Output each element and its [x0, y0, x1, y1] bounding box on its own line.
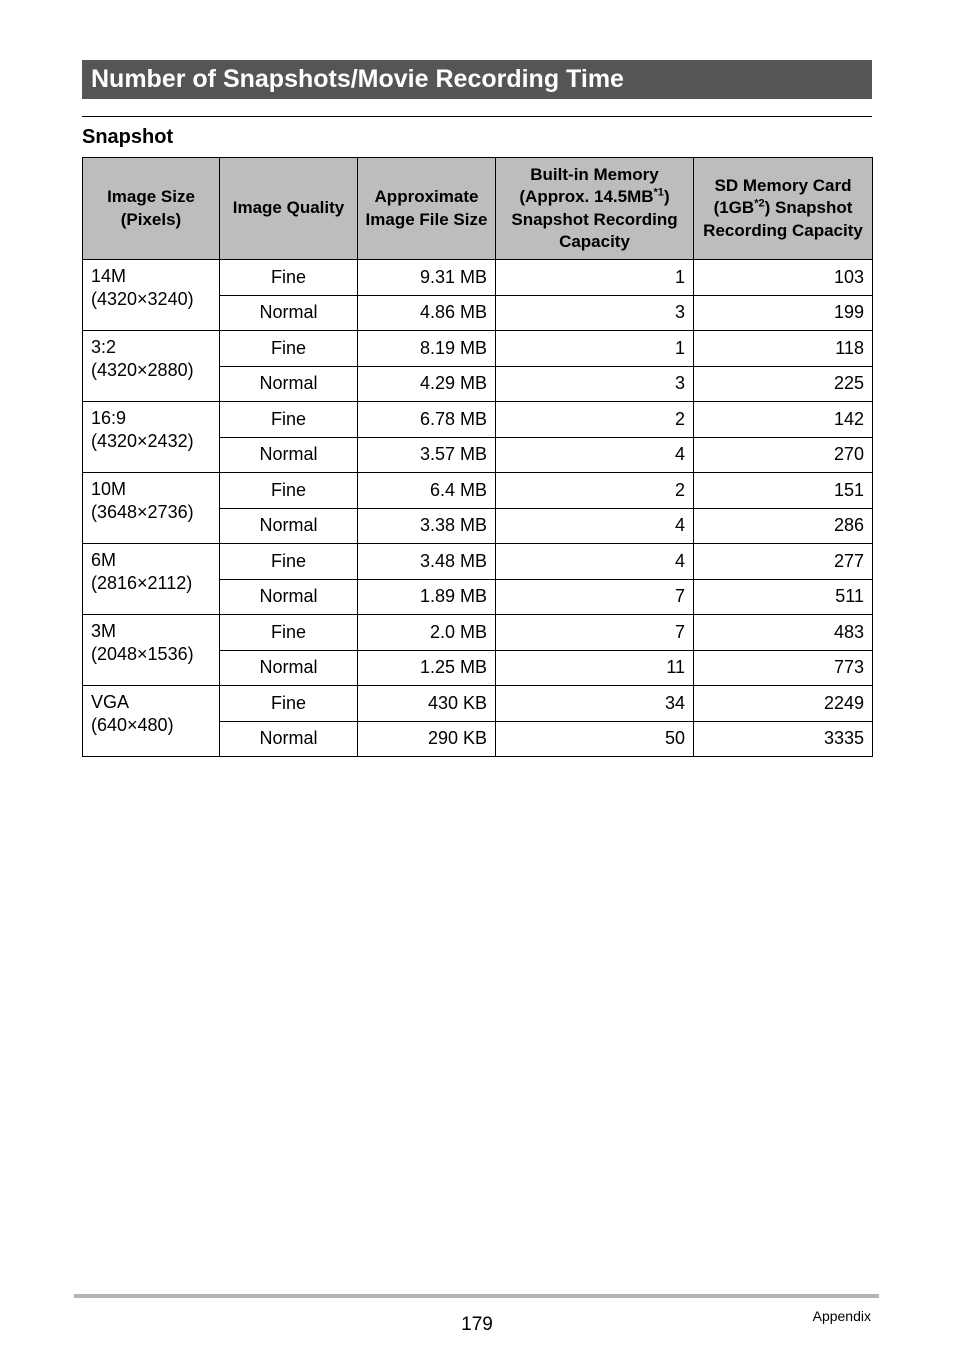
- image-quality-cell: Normal: [220, 508, 358, 544]
- title-divider: [82, 116, 872, 117]
- file-size-cell: 9.31 MB: [358, 260, 496, 296]
- sd-capacity-cell: 483: [694, 615, 873, 651]
- image-size-cell: [83, 260, 220, 331]
- sd-capacity-cell: 118: [694, 331, 873, 367]
- image-quality-cell: Normal: [220, 366, 358, 402]
- header-text: ) Snapshot Recording Capacity: [703, 198, 863, 240]
- footnote-marker: *2: [754, 197, 765, 210]
- table-body: [83, 260, 873, 757]
- sd-capacity-cell: 2249: [694, 686, 873, 722]
- sd-capacity-cell: 511: [694, 579, 873, 615]
- builtin-capacity-cell: 11: [496, 650, 694, 686]
- file-size-cell: 3.38 MB: [358, 508, 496, 544]
- footer-section-label: Appendix: [812, 1308, 871, 1324]
- image-quality-cell: Fine: [220, 331, 358, 367]
- builtin-capacity-cell: 1: [496, 260, 694, 296]
- page-title: Number of Snapshots/Movie Recording Time: [82, 60, 872, 99]
- table-row: [83, 615, 873, 651]
- file-size-cell: 4.86 MB: [358, 295, 496, 331]
- file-size-cell: 1.25 MB: [358, 650, 496, 686]
- file-size-cell: 4.29 MB: [358, 366, 496, 402]
- section-heading: Snapshot: [82, 126, 174, 148]
- image-size-pixels: (3648×2736): [91, 501, 194, 522]
- file-size-cell: 290 KB: [358, 721, 496, 757]
- builtin-capacity-cell: 3: [496, 295, 694, 331]
- footnote-marker: *1: [653, 186, 664, 199]
- image-size-label: 10M: [91, 479, 127, 499]
- image-size-pixels: (4320×2432): [91, 430, 194, 451]
- image-quality-cell: Fine: [220, 686, 358, 722]
- image-size-pixels: (4320×2880): [91, 359, 194, 380]
- table-header-row: [83, 158, 873, 260]
- builtin-capacity-cell: 34: [496, 686, 694, 722]
- image-size-cell: [83, 331, 220, 402]
- column-header-sd-card: [694, 158, 873, 260]
- snapshot-capacity-table: [82, 157, 873, 757]
- table-row: [83, 473, 873, 509]
- column-header-file-size: Approximate Image File Size: [358, 158, 496, 260]
- image-quality-cell: Fine: [220, 544, 358, 580]
- image-quality-cell: Normal: [220, 650, 358, 686]
- builtin-capacity-cell: 7: [496, 615, 694, 651]
- builtin-capacity-cell: 7: [496, 579, 694, 615]
- sd-capacity-cell: 277: [694, 544, 873, 580]
- image-size-pixels: (2048×1536): [91, 643, 194, 664]
- image-quality-cell: Fine: [220, 615, 358, 651]
- image-quality-cell: Fine: [220, 402, 358, 438]
- table-row: [83, 331, 873, 367]
- file-size-cell: 3.48 MB: [358, 544, 496, 580]
- builtin-capacity-cell: 2: [496, 473, 694, 509]
- image-quality-cell: Fine: [220, 473, 358, 509]
- column-header-builtin-memory: [496, 158, 694, 260]
- image-size-label: VGA: [91, 692, 130, 712]
- table-row: [83, 686, 873, 722]
- sd-capacity-cell: 773: [694, 650, 873, 686]
- builtin-capacity-cell: 4: [496, 437, 694, 473]
- image-size-cell: [83, 473, 220, 544]
- image-quality-cell: Normal: [220, 437, 358, 473]
- file-size-cell: 2.0 MB: [358, 615, 496, 651]
- image-size-cell: [83, 686, 220, 757]
- header-text: Built-in Memory (Approx. 14.5MB: [519, 164, 659, 206]
- sd-capacity-cell: 270: [694, 437, 873, 473]
- header-text: ) Snapshot Recording Capacity: [511, 187, 678, 251]
- table-row: [83, 260, 873, 296]
- column-header-image-size: Image Size (Pixels): [83, 158, 220, 260]
- image-size-cell: [83, 615, 220, 686]
- image-quality-cell: Normal: [220, 579, 358, 615]
- file-size-cell: 6.4 MB: [358, 473, 496, 509]
- builtin-capacity-cell: 4: [496, 544, 694, 580]
- sd-capacity-cell: 103: [694, 260, 873, 296]
- file-size-cell: 430 KB: [358, 686, 496, 722]
- table-row: [83, 402, 873, 438]
- page-number: 179: [461, 1314, 493, 1335]
- table-row: [83, 544, 873, 580]
- column-header-image-quality: Image Quality: [220, 158, 358, 260]
- builtin-capacity-cell: 4: [496, 508, 694, 544]
- builtin-capacity-cell: 50: [496, 721, 694, 757]
- image-size-label: 16:9: [91, 408, 127, 428]
- file-size-cell: 8.19 MB: [358, 331, 496, 367]
- image-size-pixels: (2816×2112): [91, 572, 193, 593]
- file-size-cell: 6.78 MB: [358, 402, 496, 438]
- image-quality-cell: Normal: [220, 295, 358, 331]
- builtin-capacity-cell: 2: [496, 402, 694, 438]
- image-size-cell: [83, 402, 220, 473]
- footer-divider: [74, 1294, 879, 1298]
- image-size-label: 14M: [91, 266, 127, 286]
- builtin-capacity-cell: 3: [496, 366, 694, 402]
- image-size-label: 6M: [91, 550, 117, 570]
- image-size-cell: [83, 544, 220, 615]
- sd-capacity-cell: 286: [694, 508, 873, 544]
- builtin-capacity-cell: 1: [496, 331, 694, 367]
- sd-capacity-cell: 142: [694, 402, 873, 438]
- image-quality-cell: Normal: [220, 721, 358, 757]
- header-text: SD Memory Card (1GB: [713, 175, 852, 218]
- sd-capacity-cell: 3335: [694, 721, 873, 757]
- sd-capacity-cell: 199: [694, 295, 873, 331]
- image-size-pixels: (640×480): [91, 714, 174, 735]
- image-size-pixels: (4320×3240): [91, 288, 194, 309]
- sd-capacity-cell: 151: [694, 473, 873, 509]
- image-quality-cell: Fine: [220, 260, 358, 296]
- file-size-cell: 3.57 MB: [358, 437, 496, 473]
- image-size-label: 3:2: [91, 337, 117, 357]
- image-size-label: 3M: [91, 621, 117, 641]
- file-size-cell: 1.89 MB: [358, 579, 496, 615]
- sd-capacity-cell: 225: [694, 366, 873, 402]
